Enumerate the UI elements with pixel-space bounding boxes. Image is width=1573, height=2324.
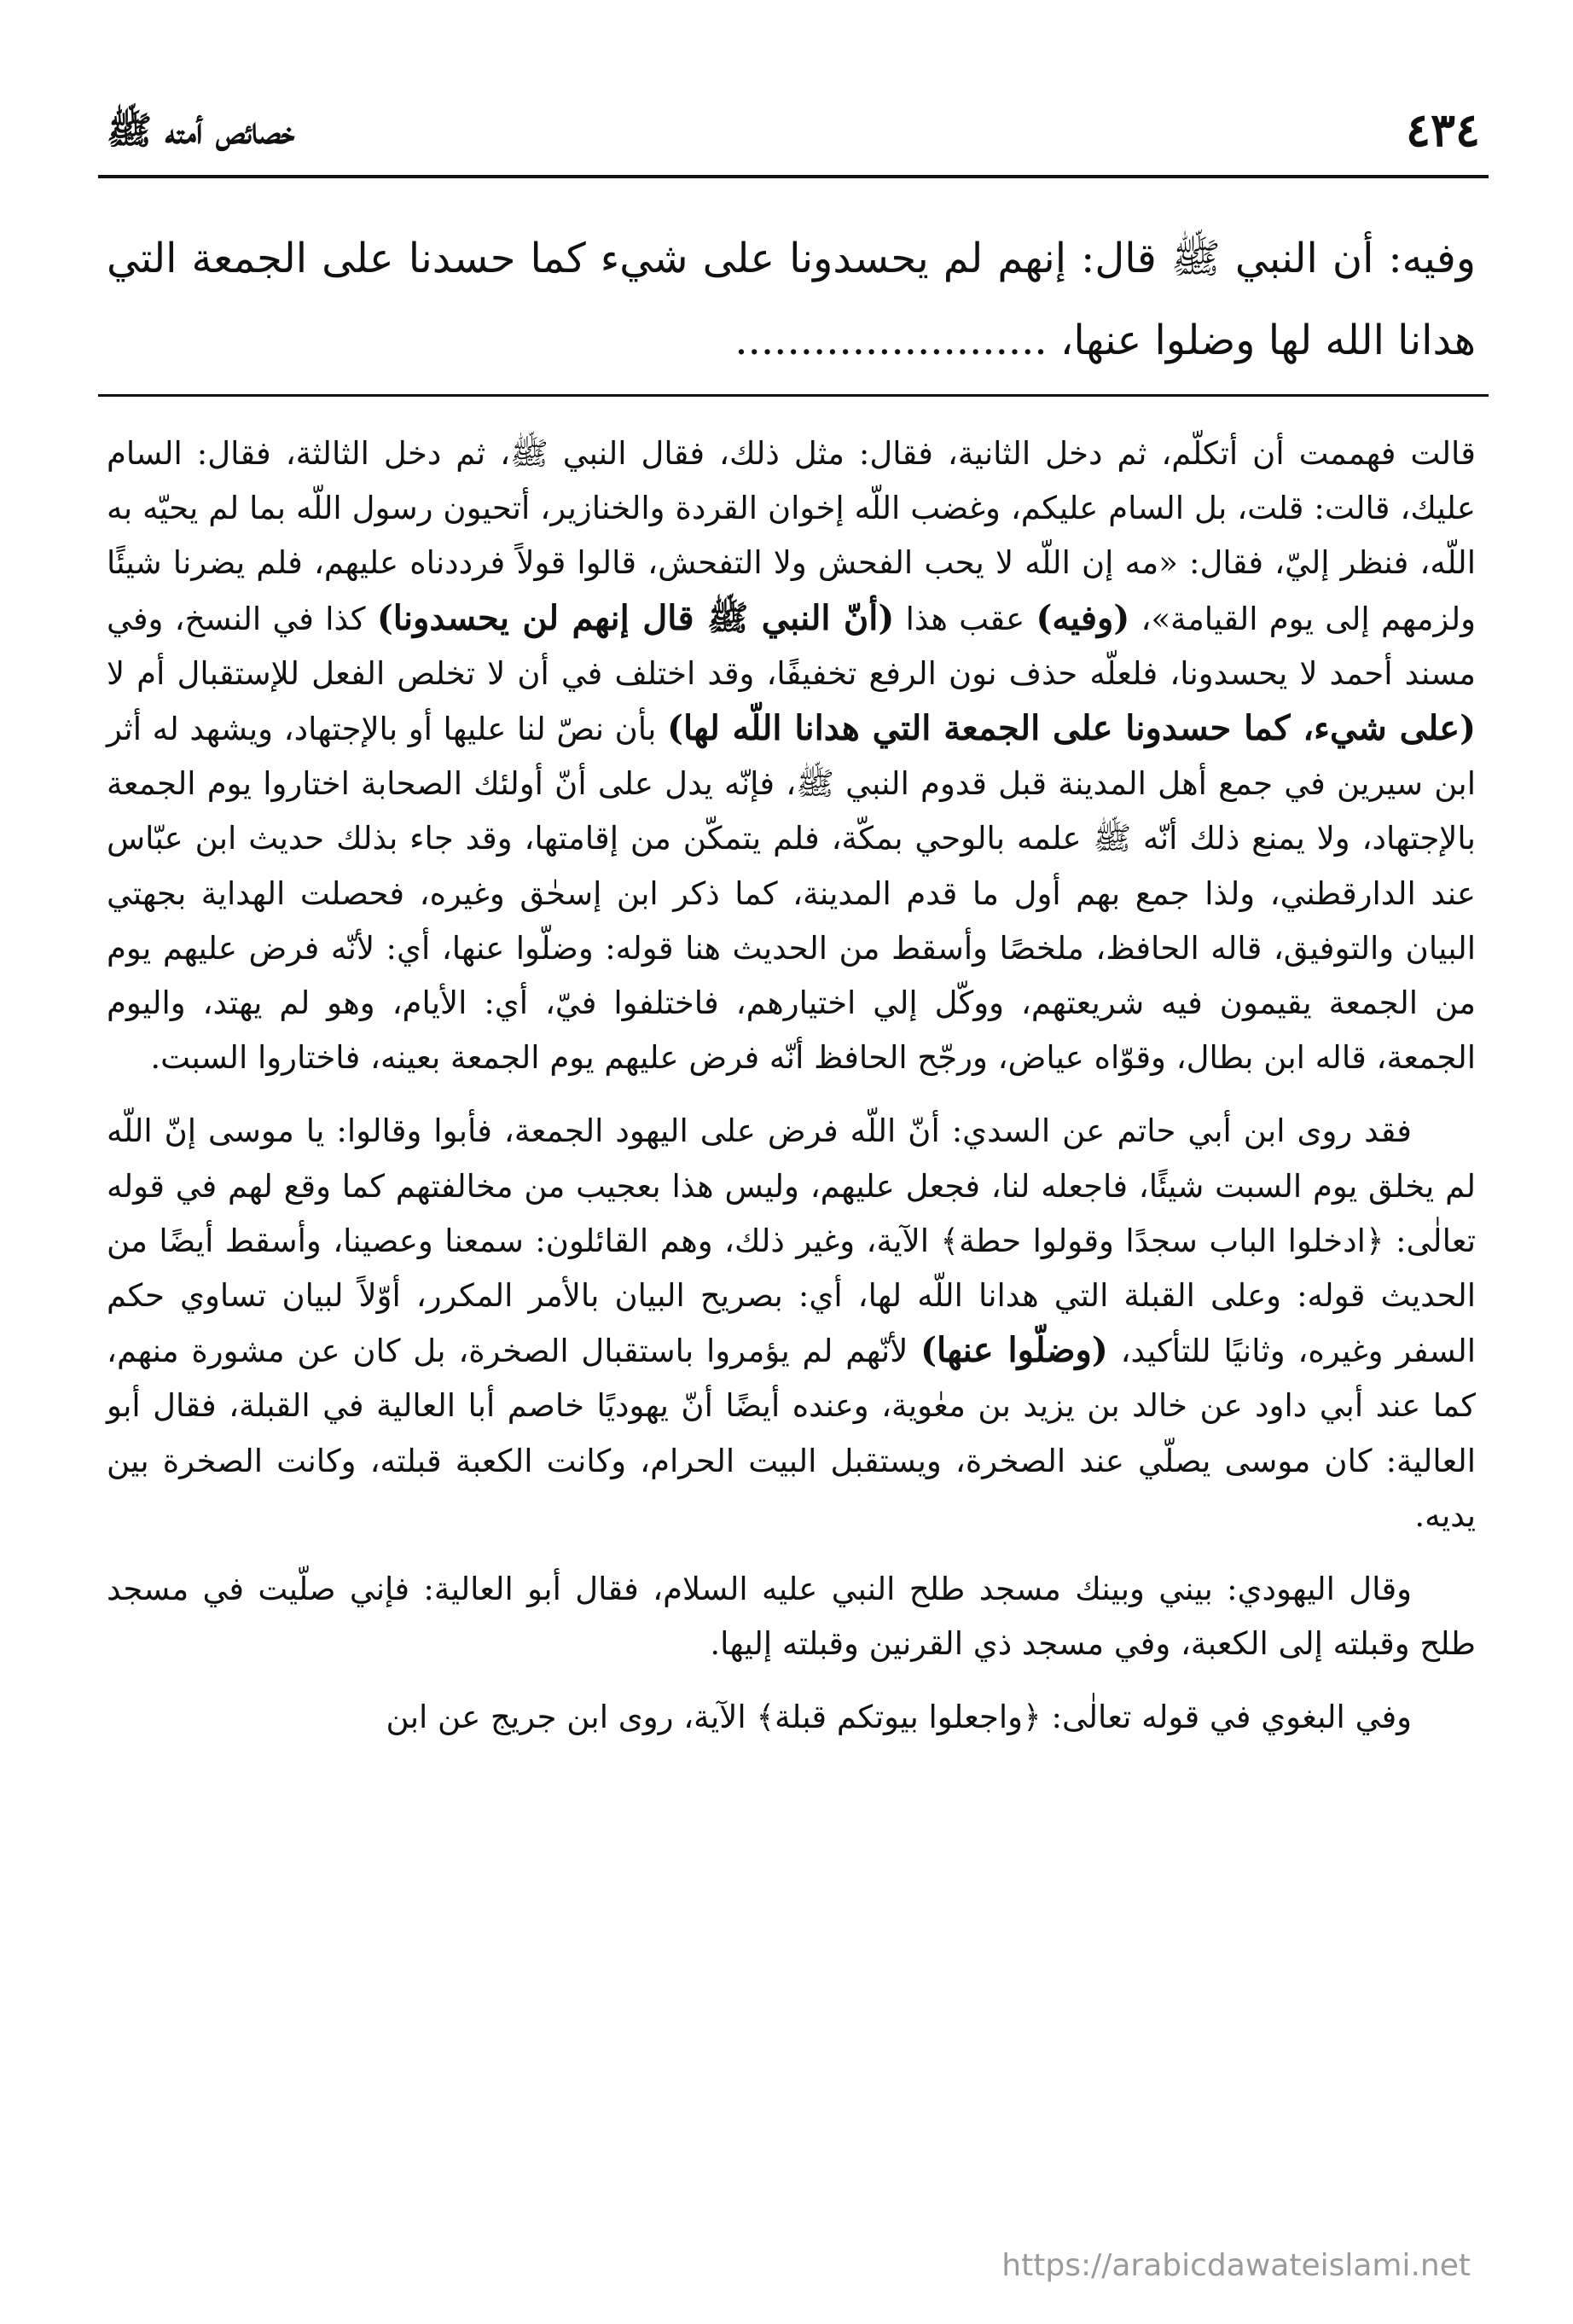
commentary-paragraph: وقال اليهودي: بيني وبينك مسجد طلح النبي عليه السلام، فقال أبو العالية: فإني صلّيت في مسجد طلح وقبلته إلى الكعبة، وفي مسجد ذي القرنين وقبلته إليها. — [107, 1571, 1476, 1663]
main-text: وفيه: أن النبي ﷺ قال: إنهم لم يحسدونا على شيء كما حسدنا على الجمعة التي هدانا الله لها وضلوا عنها، ........................ — [107, 235, 1476, 364]
commentary-text: فقد روى ابن أبي حاتم عن السدي: أنّ اللّه فرض على اليهود الجمعة، فأبوا وقالوا: يا موسى إنّ اللّه لم يخلق يوم السبت شيئًا، فاجعله لنا، فجعل عليهم، وليس هذا بعجيب من مخالفتهم كما وقع لهم في قوله تعالٰى: ﴿ادخلوا الباب سجدًا وقولوا حطة﴾ الآية، وغير ذلك، وهم القائلون: سمعنا وعصينا، وأسقط أيضًا من الحديث قوله: وعلى القبلة التي هدانا اللّه لها، أي: بصريح البيان بالأمر المكرر، أوّلاً لبيان تساوي حكم السفر وغيره، وثانيًا للتأكيد، — [107, 1113, 1477, 1370]
header-divider — [98, 175, 1489, 178]
quoted-phrase: (أنّ النبي ﷺ قال إنهم لن يحسدونا) — [376, 597, 895, 638]
watermark-url: https://arabicdawateislami.net — [1001, 2248, 1471, 2283]
text-divider — [98, 394, 1489, 397]
commentary-text: قالت فهممت أن أتكلّم، ثم دخل الثانية، فقال: مثل ذلك، فقال النبي ﷺ، ثم دخل الثالثة، فقال: السام عليك، قالت: قلت، بل السام عليكم، وغضب اللّه إخوان القردة والخنازير، أتحيون رسول اللّه بما لم يحيّه به اللّه، فنظر إليّ، فقال: «مه إن اللّه لا يحب الفحش ولا التفحش، قالوا قولاً فرددناه عليهم، فلم يضرنا شيئًا ولزمهم إلى يوم القيامة»، — [107, 435, 1477, 637]
running-title: خصائص أمته ﷺ — [107, 109, 295, 153]
page-number: ٤٣٤ — [1405, 102, 1480, 157]
commentary-paragraph — [107, 1104, 1476, 1543]
commentary-text: لأنّهم لم يؤمروا باستقبال الصخرة، بل كان عن مشورة منهم، كما عند أبي داود عن خالد بن يزيد بن معٰوية، وعنده أيضًا أنّ يهوديًا خاصم أبا العالية في القبلة، فقال أبو العالية: كان موسى يصلّي عند الصخرة، ويستقبل البيت الحرام، وكانت الكعبة قبلته، وكانت الصخرة بين يديه. — [107, 1333, 1476, 1534]
quoted-phrase: (على شيء، كما حسدونا على الجمعة التي هدانا اللّه لها) — [667, 708, 1476, 749]
page-header — [98, 101, 1489, 169]
commentary-paragraph — [107, 427, 1476, 1085]
commentary-paragraph: وفي البغوي في قوله تعالٰى: ﴿واجعلوا بيوتكم قبلة﴾ الآية، روى ابن جريج عن ابن — [386, 1699, 1412, 1736]
quoted-phrase: (وضلّوا عنها) — [920, 1330, 1108, 1371]
commentary — [107, 427, 1476, 1764]
commentary-text: بأن نصّ لنا عليها أو بالإجتهاد، ويشهد له أثر ابن سيرين في جمع أهل المدينة قبل قدوم النبي ﷺ، فإنّه يدل على أنّ أولئك الصحابة اختاروا يوم الجمعة بالإجتهاد، ولا يمنع ذلك أنّه ﷺ علمه بالوحي بمكّة، فلم يتمكّن من إقامتها، وقد جاء بذلك حديث ابن عبّاس عند الدارقطني، ولذا جمع بهم أول ما قدم المدينة، كما ذكر ابن إسحٰق وغيره، فحصلت الهداية بجهتي البيان والتوفيق، قاله الحافظ، ملخصًا وأسقط من الحديث هنا قوله: وضلّوا عنها، أي: لأنّه فرض عليهم يوم من الجمعة يقيمون فيه شريعتهم، ووكّل إلي اختيارهم، فاختلفوا فيّ، أي: الأيام، وهو لم يهتد، واليوم الجمعة، قاله ابن بطال، وقوّاه عياض، ورجّح الحافظ أنّه فرض عليهم يوم الجمعة بعينه، فاختاروا السبت. — [107, 711, 1476, 1077]
commentary-text: عقب هذا — [894, 600, 1036, 637]
commentary-text: كذا في النسخ، وفي مسند أحمد لا يحسدونا، فلعلّه حذف نون الرفع تخفيفًا، وقد اختلف في أن لا تخلص الفعل للإستقبال أم لا — [107, 600, 1476, 692]
quoted-phrase: (وفيه) — [1036, 597, 1130, 638]
